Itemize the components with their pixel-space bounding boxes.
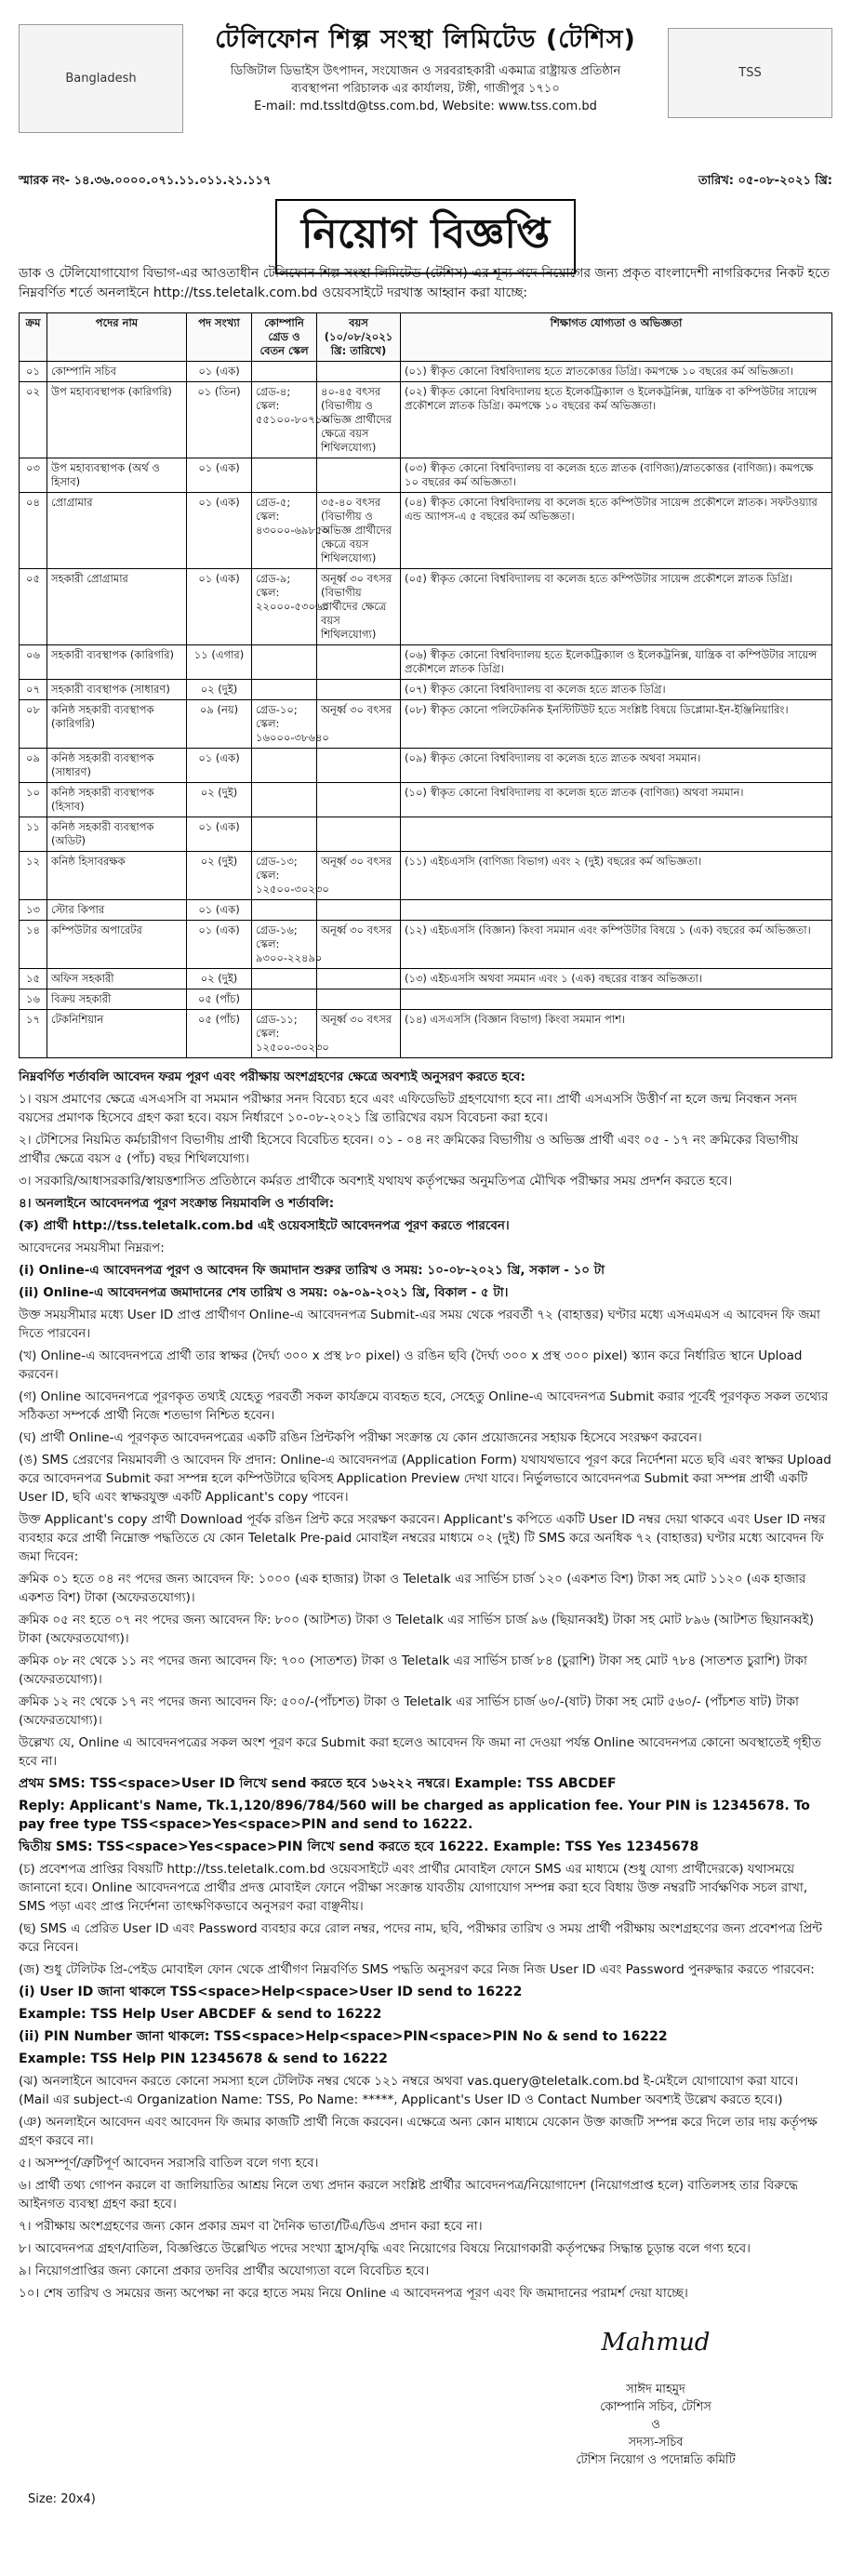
table-cell: কনিষ্ঠ সহকারী ব্যবস্থাপক (হিসাব) — [47, 783, 187, 817]
table-cell: ০২ (দুই) — [187, 852, 252, 900]
table-cell — [252, 749, 317, 783]
table-cell: গ্রেড-৯; স্কেল: ২২০০০-৫৩০৬০ — [252, 569, 317, 645]
table-row — [20, 817, 832, 852]
condition-7: ৭। পরীক্ষায় অংশগ্রহণের জন্য কোন প্রকার ভ্রমণ বা দৈনিক ভাতা/টিএ/ডিএ প্রদান করা হবে না। — [19, 2219, 483, 2234]
table-cell: কনিষ্ঠ সহকারী ব্যবস্থাপক (সাধারণ) — [47, 749, 187, 783]
table-cell: ০১ (এক) — [187, 921, 252, 969]
intro-text: ডাক ও টেলিযোগাযোগ বিভাগ-এর আওতাধীন টেলিফোন শিল্প সংস্থা লিমিটেড (টেশিস) এর শূন্য পদে নিয়োগের জন্য প্রকৃত বাংলাদেশী নাগরিকদের নিকট হতে নিম্নবর্ণিত শর্তে অনলাইনে http://tss.teletalk.com.bd ওয়েবসাইটে দরখাস্ত আহ্বান করা যাচ্ছে: — [19, 266, 831, 300]
table-cell: কোম্পানি সচিব — [47, 362, 187, 382]
table-cell: ০২ (দুই) — [187, 783, 252, 817]
col-post: পদের নাম — [47, 313, 187, 362]
table-cell: উপ মহাব্যবস্থাপক (অর্থ ও হিসাব) — [47, 458, 187, 493]
table-cell: ১৩ — [20, 900, 47, 921]
table-cell: উপ মহাব্যবস্থাপক (কারিগরি) — [47, 382, 187, 458]
fee-1: ক্রমিক ০১ হতে ০৪ নং পদের জন্য আবেদন ফি: ১০০০ (এক হাজার) টাকা ও Teletalk এর সার্ভিস চার্জ ১২০ (একশত বিশ) টাকা সহ মোট ১১২০ (এক হাজার একশত বিশ) টাকা (অফেরতযোগ্য)। — [19, 1572, 806, 1605]
table-cell: ০১ — [20, 362, 47, 382]
table-cell — [317, 362, 401, 382]
signatory-role: সদস্য-সচিব — [628, 2436, 684, 2450]
table-cell: ১০ — [20, 783, 47, 817]
table-cell: (০৫) স্বীকৃত কোনো বিশ্ববিদ্যালয় বা কলেজ হতে কম্পিউটার সায়েন্স প্রকৌশলে স্নাতক ডিগ্রি। — [401, 569, 832, 645]
table-cell: কনিষ্ঠ সহকারী ব্যবস্থাপক (অডিট) — [47, 817, 187, 852]
table-cell: সহকারী ব্যবস্থাপক (সাধারণ) — [47, 680, 187, 700]
item-uma-2: উক্ত Applicant's copy প্রার্থী Download পূর্বক রঙিন প্রিন্ট করে সংরক্ষণ করবেন। Applicant's কপিতে একটি User ID নম্বর দেয়া থাকবে এবং User ID নম্বর ব্যবহার করে প্রার্থী নিম্নোক্ত পদ্ধতিতে যে কোন Teletalk Pre-paid মোবাইল নম্বরের মাধ্যমে ০২ (দুই) টি SMS করে অনধিক ৭২ (বাহাত্তর) ঘণ্টার মধ্যে আবেদন ফি জমা দিবেন: — [19, 1512, 826, 1564]
fee-4: ক্রমিক ১২ নং থেকে ১৭ নং পদের জন্য আবেদন ফি: ৫০০/-(পাঁচশত) টাকা ও Teletalk এর সার্ভিস চার্জ ৬০/-(ষাট) টাকা সহ মোট ৫৬০/- (পাঁচশত ষাট) টাকা (অফেরতযোগ্য)। — [19, 1694, 799, 1728]
conditions — [19, 1068, 832, 2303]
condition-8: ৮। আবেদনপত্র গ্রহণ/বাতিল, বিজ্ঞপ্তিতে উল্লেখিত পদের সংখ্যা হ্রাস/বৃদ্ধি এবং নিয়োগের বিষয়ে নিয়োগকারী কর্তৃপক্ষের সিদ্ধান্ত চূড়ান্ত বলে গণ্য হবে। — [19, 2241, 751, 2256]
time-end: (ii) Online-এ আবেদনপত্র জমাদানের শেষ তারিখ ও সময়: ০৯-০৯-২০২১ খ্রি, বিকাল - ৫ টা। — [19, 1285, 509, 1300]
item-kha: (খ) Online-এ আবেদনপত্রে প্রার্থী তার স্বাক্ষর (দৈর্ঘ্য ৩০০ x প্রস্থ ৮০ pixel) ও রঙিন ছবি (দৈর্ঘ্য ৩০০ x প্রস্থ ৩০০ pixel) স্ক্যান করে নির্ধারিত স্থানে Upload করবেন। — [19, 1348, 803, 1382]
condition-4: ৪। অনলাইনে আবেদনপত্র পূরণ সংক্রান্ত নিয়মাবলি ও শর্তাবলি: — [19, 1196, 335, 1211]
table-cell: ০৫ — [20, 569, 47, 645]
table-cell: ০৫ (পাঁচ) — [187, 989, 252, 1010]
item-jha: (ঝ) অনলাইনে আবেদন করতে কোনো সমস্যা হলে টেলিটক নম্বর থেকে ১২১ নম্বরে অথবা vas.query@teletalk.com.bd ই-মেইলে যোগাযোগ করা যাবে। (Mail এর subject-এ Organization Name: TSS, Po Name: *****, Applicant's User ID ও Contact Number অবশ্যই উল্লেখ করতে হবে।) — [19, 2074, 799, 2107]
condition-2: ২। টেশিসের নিয়মিত কর্মচারীগণ বিভাগীয় প্রার্থী হিসেবে বিবেচিত হবেন। ০১ - ০৪ নং ক্রমিকের বিভাগীয় ও অভিজ্ঞ প্রার্থী এবং ০৫ - ১৭ নং ক্রমিকের বিভাগীয় প্রার্থীর ক্ষেত্রে বয়স ৫ (পাঁচ) বছর শিথিলযোগ্য। — [19, 1133, 799, 1166]
table-cell: ৩৫-৪০ বৎসর (বিভাগীয় ও অভিজ্ঞ প্রার্থীদের ক্ষেত্রে বয়স শিথিলযোগ্য) — [317, 493, 401, 569]
table-cell: সহকারী ব্যবস্থাপক (কারিগরি) — [47, 645, 187, 680]
table-cell — [252, 900, 317, 921]
table-cell: ০২ (দুই) — [187, 969, 252, 989]
signatory-name: সাঈদ মাহমুদ — [626, 2383, 685, 2397]
table-cell: অনূর্ধ্ব ৩০ বৎসর — [317, 700, 401, 749]
signature-mark: Mahmud — [601, 2329, 711, 2357]
table-row — [20, 569, 832, 645]
condition-3: ৩। সরকারি/আধাসরকারি/স্বায়ত্তশাসিত প্রতিষ্ঠানে কর্মরত প্রার্থীকে অবশ্যই যথাযথ কর্তৃপক্ষের অনুমতিপত্র মৌখিক পরীক্ষার সময় প্রদর্শন করতে হবে। — [19, 1174, 733, 1188]
time-start: (i) Online-এ আবেদনপত্র পূরণ ও আবেদন ফি জমাদান শুরুর তারিখ ও সময়: ১০-০৮-২০২১ খ্রি, সকাল - ১০ টা — [19, 1263, 605, 1278]
table-cell: ০১ (এক) — [187, 362, 252, 382]
table-row — [20, 969, 832, 989]
table-cell — [401, 817, 832, 852]
table-cell — [252, 989, 317, 1010]
conditions-heading: নিম্নবর্ণিত শর্তাবলি আবেদন ফরম পূরণ এবং পরীক্ষায় অংশগ্রহণের ক্ষেত্রে অবশ্যই অনুসরণ করতে হবে: — [19, 1069, 525, 1084]
table-cell: (১৩) এইচএসসি অথবা সমমান এবং ১ (এক) বছরের বাস্তব অভিজ্ঞতা। — [401, 969, 832, 989]
item-ca: (চ) প্রবেশপত্র প্রাপ্তির বিষয়টি http://tss.teletalk.com.bd ওয়েবসাইটে এবং প্রার্থীর মোবাইল ফোনে SMS এর মাধ্যমে (শুধু যোগ্য প্রার্থীদেরকে) যথাসময়ে জানানো হবে। Online আবেদনপত্রে প্রার্থীর প্রদত্ত মোবাইল ফোনে পরীক্ষা সংক্রান্ত যাবতীয় যোগাযোগ সম্পন্ন করা হবে বিধায় উক্ত নম্বরটি সার্বক্ষণিক সচল রাখা, SMS পড়া এবং প্রাপ্ত নির্দেশনা তাৎক্ষণিকভাবে অনুসরণ করা বাঞ্ছনীয়। — [19, 1862, 808, 1914]
table-cell: ০৫ (পাঁচ) — [187, 1010, 252, 1058]
table-cell — [317, 817, 401, 852]
table-row — [20, 783, 832, 817]
logo-right-text: TSS — [738, 66, 762, 80]
table-cell — [317, 989, 401, 1010]
table-cell: ০৯ (নয়) — [187, 700, 252, 749]
table-cell: স্টোর কিপার — [47, 900, 187, 921]
table-cell: (১৪) এসএসসি (বিজ্ঞান বিভাগ) কিংবা সমমান পাশ। — [401, 1010, 832, 1058]
table-cell: ০১ (এক) — [187, 569, 252, 645]
time-note: উক্ত সময়সীমার মধ্যে User ID প্রাপ্ত প্রার্থীগণ Online-এ আবেদনপত্র Submit-এর সময় থেকে পরবর্তী ৭২ (বাহাত্তর) ঘণ্টার মধ্যে এসএমএস এ আবেদন ফি জমা দিতে পারবেন। — [19, 1308, 820, 1341]
table-cell: (০৯) স্বীকৃত কোনো বিশ্ববিদ্যালয় বা কলেজ হতে স্নাতক অথবা সমমান। — [401, 749, 832, 783]
table-cell: কম্পিউটার অপারেটর — [47, 921, 187, 969]
table-cell: (০১) স্বীকৃত কোনো বিশ্ববিদ্যালয় হতে স্নাতকোত্তর ডিগ্রি। কমপক্ষে ১০ বছরের কর্ম অভিজ্ঞতা। — [401, 362, 832, 382]
col-qualification: শিক্ষাগত যোগ্যতা ও অভিজ্ঞতা — [401, 313, 832, 362]
table-cell: (০২) স্বীকৃত কোনো বিশ্ববিদ্যালয় হতে ইলেকট্রিক্যাল ও ইলেকট্রনিক্স, যান্ত্রিক বা কম্পিউটার সায়েন্স প্রকৌশলে স্নাতক ডিগ্রি। কমপক্ষে ১০ বছরের কর্ম অভিজ্ঞতা। — [401, 382, 832, 458]
table-cell — [252, 969, 317, 989]
table-row — [20, 362, 832, 382]
table-cell — [317, 783, 401, 817]
table-cell: অনূর্ধ্ব ৩০ বৎসর (বিভাগীয় প্রার্থীদের ক্ষেত্রে বয়স শিথিলযোগ্য) — [317, 569, 401, 645]
table-row — [20, 458, 832, 493]
table-cell: ০১ (এক) — [187, 493, 252, 569]
table-cell: বিক্রয় সহকারী — [47, 989, 187, 1010]
table-cell: ০৬ — [20, 645, 47, 680]
table-cell: সহকারী প্রোগ্রামার — [47, 569, 187, 645]
signatory-committee: টেশিস নিয়োগ ও পদোন্নতি কমিটি — [576, 2453, 736, 2467]
job-circular — [19, 19, 832, 2539]
table-cell — [252, 362, 317, 382]
table-cell: ১৬ — [20, 989, 47, 1010]
table-cell — [317, 969, 401, 989]
signature-block — [516, 2329, 795, 2469]
sms-reply: Reply: Applicant's Name, Tk.1,120/896/784/560 will be charged as application fee. Your PIN is 12345678. To pay free type TSS<space>Yes<space>PIN and send to 16222. — [19, 1799, 810, 1832]
fee-3: ক্রমিক ০৮ নং থেকে ১১ নং পদের জন্য আবেদন ফি: ৭০০ (সাতশত) টাকা ও Teletalk এর সার্ভিস চার্জ ৮৪ (চুরাশি) টাকা সহ মোট ৭৮৪ (সাতশত চুরাশি) টাকা (অফেরতযোগ্য)। — [19, 1653, 807, 1687]
condition-5: ৫। অসম্পূর্ণ/ত্রুটিপূর্ণ আবেদন সরাসরি বাতিল বলে গণ্য হবে। — [19, 2156, 319, 2171]
table-cell: (০৬) স্বীকৃত কোনো বিশ্ববিদ্যালয় হতে ইলেকট্রিক্যাল ও ইলেকট্রনিক্স, যান্ত্রিক বা কম্পিউটার সায়েন্স প্রকৌশলে স্নাতক ডিগ্রি। — [401, 645, 832, 680]
fee-2: ক্রমিক ০৫ নং হতে ০৭ নং পদের জন্য আবেদন ফি: ৮০০ (আটশত) টাকা ও Teletalk এর সার্ভিস চার্জ ৯৬ (ছিয়ানব্বই) টাকা সহ মোট ৮৯৬ (আটশত ছিয়ানব্বই) টাকা (অফেরতযোগ্য)। — [19, 1613, 814, 1646]
table-cell — [317, 749, 401, 783]
table-cell: অনূর্ধ্ব ৩০ বৎসর — [317, 852, 401, 900]
item-uma: (ঙ) SMS প্রেরণের নিয়মাবলী ও আবেদন ফি প্রদান: Online-এ আবেদনপত্র (Application Form) যথাযথভাবে পূরণ করে নির্দেশনা মতে ছবি এবং স্বাক্ষর Upload করে আবেদনপত্র Submit করা সম্পন্ন হলে কম্পিউটারে ছবিসহ Application Preview দেখা যাবে। নির্ভুলভাবে আবেদনপত্র Submit করা সম্পন্ন প্রার্থী একটি User ID, ছবি এবং স্বাক্ষরযুক্ত একটি Applicant's copy পাবেন। — [19, 1453, 831, 1505]
table-cell — [252, 783, 317, 817]
table-cell: ০১ (এক) — [187, 749, 252, 783]
table-cell: (০৭) স্বীকৃত কোনো বিশ্ববিদ্যালয় বা কলেজ হতে স্নাতক ডিগ্রি। — [401, 680, 832, 700]
organization-block — [195, 20, 656, 115]
table-cell: ০১ (এক) — [187, 900, 252, 921]
table-row — [20, 382, 832, 458]
table-cell — [317, 680, 401, 700]
table-cell: অনূর্ধ্ব ৩০ বৎসর — [317, 921, 401, 969]
table-row — [20, 493, 832, 569]
tss-logo — [668, 28, 832, 118]
memo-number: স্মারক নং- ১৪.৩৬.০০০০.০৭১.১১.০১১.২১.১১৭ — [19, 174, 272, 188]
table-row — [20, 852, 832, 900]
signatory-designation: কোম্পানি সচিব, টেশিস — [600, 2400, 711, 2414]
item-ja: (জ) শুধু টেলিটক প্রি-পেইড মোবাইল ফোন থেকে প্রার্থীগণ নিম্নবর্ণিত SMS পদ্ধতি অনুসরণ করে নিজ নিজ User ID এবং Password পুনরুদ্ধার করতে পারবেন: — [19, 1962, 815, 1977]
table-cell — [317, 645, 401, 680]
vacancy-table — [19, 312, 832, 1058]
col-serial: ক্রম — [20, 313, 47, 362]
table-row — [20, 700, 832, 749]
logo-left-text: Bangladesh — [65, 72, 137, 86]
table-cell — [252, 680, 317, 700]
table-cell: (০৮) স্বীকৃত কোনো পলিটেকনিক ইনস্টিটিউট হতে সংশ্লিষ্ট বিষয়ে ডিপ্লোমা-ইন-ইঞ্জিনিয়ারিং। — [401, 700, 832, 749]
bangladesh-logo — [19, 24, 183, 133]
table-cell: গ্রেড-১৬; স্কেল: ৯৩০০-২২৪৯০ — [252, 921, 317, 969]
table-cell — [252, 458, 317, 493]
table-row — [20, 900, 832, 921]
table-cell: ০১ (এক) — [187, 458, 252, 493]
sms-second: দ্বিতীয় SMS: TSS<space>Yes<space>PIN লিখে send করতে হবে 16222. Example: TSS Yes 12345678 — [19, 1839, 699, 1854]
item-nya: (ঞ) অনলাইনে আবেদন এবং আবেদন ফি জমার কাজটি প্রার্থী নিজে করবেন। এক্ষেত্রে অন্য কোন মাধ্যমে যেকোন উক্ত কাজটি সম্পন্ন করে দিলে তার দায় কর্তৃপক্ষ গ্রহণ করবে না। — [19, 2115, 818, 2148]
table-cell: (০৩) স্বীকৃত কোনো বিশ্ববিদ্যালয় বা কলেজ হতে স্নাতক (বাণিজ্য)/স্নাতকোত্তর (বাণিজ্য)। কমপক্ষে ১০ বছরের কর্ম অভিজ্ঞতা। — [401, 458, 832, 493]
recover-user-id-example: Example: TSS Help User ABCDEF & send to 16222 — [19, 2007, 382, 2022]
table-cell: অফিস সহকারী — [47, 969, 187, 989]
table-row — [20, 749, 832, 783]
table-row — [20, 1010, 832, 1058]
item-ga: (গ) Online আবেদনপত্রে পূরণকৃত তথ্যই যেহেতু পরবর্তী সকল কার্যক্রমে ব্যবহৃত হবে, সেহেতু Online-এ আবেদনপত্র Submit করার পূর্বেই পূরণকৃত সকল তথ্যের সঠিকতা সম্পর্কে প্রার্থী নিজে শতভাগ নিশ্চিত হবেন। — [19, 1389, 829, 1423]
table-cell: ১৭ — [20, 1010, 47, 1058]
recover-user-id: (i) User ID জানা থাকলে TSS<space>Help<space>User ID send to 16222 — [19, 1985, 523, 1999]
condition-6: ৬। প্রার্থী তথ্য গোপন করলে বা জালিয়াতির আশ্রয় নিলে তথ্য প্রদান করলে সংশ্লিষ্ট প্রার্থীর আবেদনপত্র/নিয়োগাদেশ (নিয়োগপ্রাপ্ত হলে) বাতিলসহ তার বিরুদ্ধে আইনগত ব্যবস্থা গ্রহণ করা হবে। — [19, 2178, 798, 2211]
table-cell — [252, 645, 317, 680]
col-count: পদ সংখ্যা — [187, 313, 252, 362]
header — [19, 19, 832, 195]
fee-note: উল্লেখ্য যে, Online এ আবেদনপত্রের সকল অংশ পূরণ করে Submit করা হলেও আবেদন ফি জমা না দেওয়া পর্যন্ত Online আবেদনপত্র কোনো অবস্থাতেই গৃহীত হবে না। — [19, 1735, 821, 1769]
table-row — [20, 989, 832, 1010]
table-cell: ০৪ — [20, 493, 47, 569]
table-row — [20, 921, 832, 969]
table-cell: ০১ (এক) — [187, 817, 252, 852]
recover-pin: (ii) PIN Number জানা থাকলে: TSS<space>Help<space>PIN<space>PIN No & send to 16222 — [19, 2029, 668, 2044]
item-ka: (ক) প্রার্থী http://tss.teletalk.com.bd এই ওয়েবসাইটে আবেদনপত্র পূরণ করতে পারবেন। — [19, 1218, 510, 1233]
org-name: টেলিফোন শিল্প সংস্থা লিমিটেড (টেশিস) — [215, 25, 636, 54]
table-cell: ০২ — [20, 382, 47, 458]
table-cell — [317, 458, 401, 493]
condition-9: ৯। নিয়োগপ্রাপ্তির জন্য কোনো প্রকার তদবির প্রার্থীর অযোগ্যতা বলে বিবেচিত হবে। — [19, 2264, 430, 2278]
table-cell: ১২ — [20, 852, 47, 900]
table-cell: গ্রেড-১৩; স্কেল: ১২৫০০-৩০২৩০ — [252, 852, 317, 900]
title-wrap — [19, 199, 832, 257]
item-gha: (ঘ) প্রার্থী Online-এ পূরণকৃত আবেদনপত্রের একটি রঙিন প্রিন্টকপি পরীক্ষা সংক্রান্ত যে কোন প্রয়োজনের সহায়ক হিসেবে সংরক্ষণ করবেন। — [19, 1430, 702, 1445]
table-cell: ০২ (দুই) — [187, 680, 252, 700]
condition-1: ১। বয়স প্রমাণের ক্ষেত্রে এসএসসি বা সমমান পরীক্ষার সনদ বিবেচ্য হবে এবং এফিডেভিট গ্রহণযোগ্য হবে না। প্রার্থী এসএসসি উত্তীর্ণ না হলে জন্ম নিবন্ধন সনদ বয়সের প্রমাণক হিসেবে গ্রহণ করা হবে। বয়স নির্ধারণে ১০-০৮-২০২১ খ্রি তারিখের বয়স বিবেচনা করা হবে। — [19, 1092, 798, 1125]
table-cell: (১২) এইচএসসি (বিজ্ঞান) কিংবা সমমান এবং কম্পিউটার বিষয়ে ১ (এক) বছরের কর্ম অভিজ্ঞতা। — [401, 921, 832, 969]
col-grade: কোম্পানি গ্রেড ও বেতন স্কেল — [252, 313, 317, 362]
table-cell — [317, 900, 401, 921]
table-cell: ০৭ — [20, 680, 47, 700]
table-cell — [401, 989, 832, 1010]
table-cell: (১১) এইচএসসি (বাণিজ্য বিভাগ) এবং ২ (দুই) বছরের কর্ম অভিজ্ঞতা। — [401, 852, 832, 900]
size-note: Size: 20x4) — [28, 2492, 96, 2506]
signatory-and: ও — [651, 2418, 660, 2432]
table-cell — [401, 900, 832, 921]
time-heading: আবেদনের সময়সীমা নিম্নরূপ: — [19, 1241, 165, 1255]
table-cell: ১৪ — [20, 921, 47, 969]
table-cell: (১০) স্বীকৃত কোনো বিশ্ববিদ্যালয় বা কলেজ হতে স্নাতক (বাণিজ্য) অথবা সমমান। — [401, 783, 832, 817]
table-cell: ০১ (তিন) — [187, 382, 252, 458]
table-row — [20, 645, 832, 680]
table-cell: অনূর্ধ্ব ৩০ বৎসর — [317, 1010, 401, 1058]
condition-10: ১০। শেষ তারিখ ও সময়ের জন্য অপেক্ষা না করে হাতে সময় নিয়ে Online এ আবেদনপত্র পূরণ এবং ফি জমাদানের পরামর্শ দেয়া যাচ্ছে। — [19, 2286, 688, 2301]
memo-date: তারিখ: ০৫-০৮-২০২১ খ্রি: — [698, 174, 832, 188]
page-title: নিয়োগ বিজ্ঞপ্তি — [275, 199, 576, 274]
table-cell: (০৪) স্বীকৃত কোনো বিশ্ববিদ্যালয় বা কলেজ হতে কম্পিউটার সায়েন্স প্রকৌশলে স্নাতক। সফটওয়্যার এন্ড অ্যাপস-এ ৫ বছরের কর্ম অভিজ্ঞতা। — [401, 493, 832, 569]
table-cell: কনিষ্ঠ হিসাবরক্ষক — [47, 852, 187, 900]
table-header-row — [20, 313, 832, 362]
table-cell: টেকনিশিয়ান — [47, 1010, 187, 1058]
table-cell — [252, 817, 317, 852]
table-cell: ১৫ — [20, 969, 47, 989]
table-cell: গ্রেড-১১; স্কেল: ১২৫০০-৩০২৩০ — [252, 1010, 317, 1058]
table-cell: কনিষ্ঠ সহকারী ব্যবস্থাপক (কারিগরি) — [47, 700, 187, 749]
table-cell: গ্রেড-৫; স্কেল: ৪৩০০০-৬৯৮৫০ — [252, 493, 317, 569]
table-cell: প্রোগ্রামার — [47, 493, 187, 569]
table-cell: ৪০-৪৫ বৎসর (বিভাগীয় ও অভিজ্ঞ প্রার্থীদের ক্ষেত্রে বয়স শিথিলযোগ্য) — [317, 382, 401, 458]
item-cha: (ছ) SMS এ প্রেরিত User ID এবং Password ব্যবহার করে রোল নম্বর, পদের নাম, ছবি, পরীক্ষার তারিখ ও সময় প্রার্থী পরীক্ষায় অংশগ্রহণের জন্য প্রবেশপত্র প্রিন্ট করে নিবেন। — [19, 1921, 823, 1955]
table-cell: ১১ (এগার) — [187, 645, 252, 680]
table-cell: ০৯ — [20, 749, 47, 783]
org-office: ব্যবস্থাপনা পরিচালক এর কার্যালয়, টঙ্গী, গাজীপুর ১৭১০ — [291, 82, 560, 96]
table-cell: গ্রেড-১০; স্কেল: ১৬০০০-৩৮৬৪০ — [252, 700, 317, 749]
table-row — [20, 680, 832, 700]
sms-first: প্রথম SMS: TSS<space>User ID লিখে send করতে হবে ১৬২২২ নম্বরে। Example: TSS ABCDEF — [19, 1776, 617, 1791]
org-subtitle: ডিজিটাল ডিভাইস উৎপাদন, সংযোজন ও সরবরাহকারী একমাত্র রাষ্ট্রায়ত্ত প্রতিষ্ঠান — [230, 64, 621, 78]
recover-pin-example: Example: TSS Help PIN 12345678 & send to 16222 — [19, 2052, 388, 2066]
col-age: বয়স (১০/০৮/২০২১ খ্রি: তারিখে) — [317, 313, 401, 362]
table-cell: ০৮ — [20, 700, 47, 749]
table-cell: ০৩ — [20, 458, 47, 493]
table-cell: ১১ — [20, 817, 47, 852]
table-cell: গ্রেড-৪; স্কেল: ৫৫১০০-৮০৭১০ — [252, 382, 317, 458]
org-contact: E-mail: md.tssltd@tss.com.bd, Website: www.tss.com.bd — [254, 100, 597, 113]
